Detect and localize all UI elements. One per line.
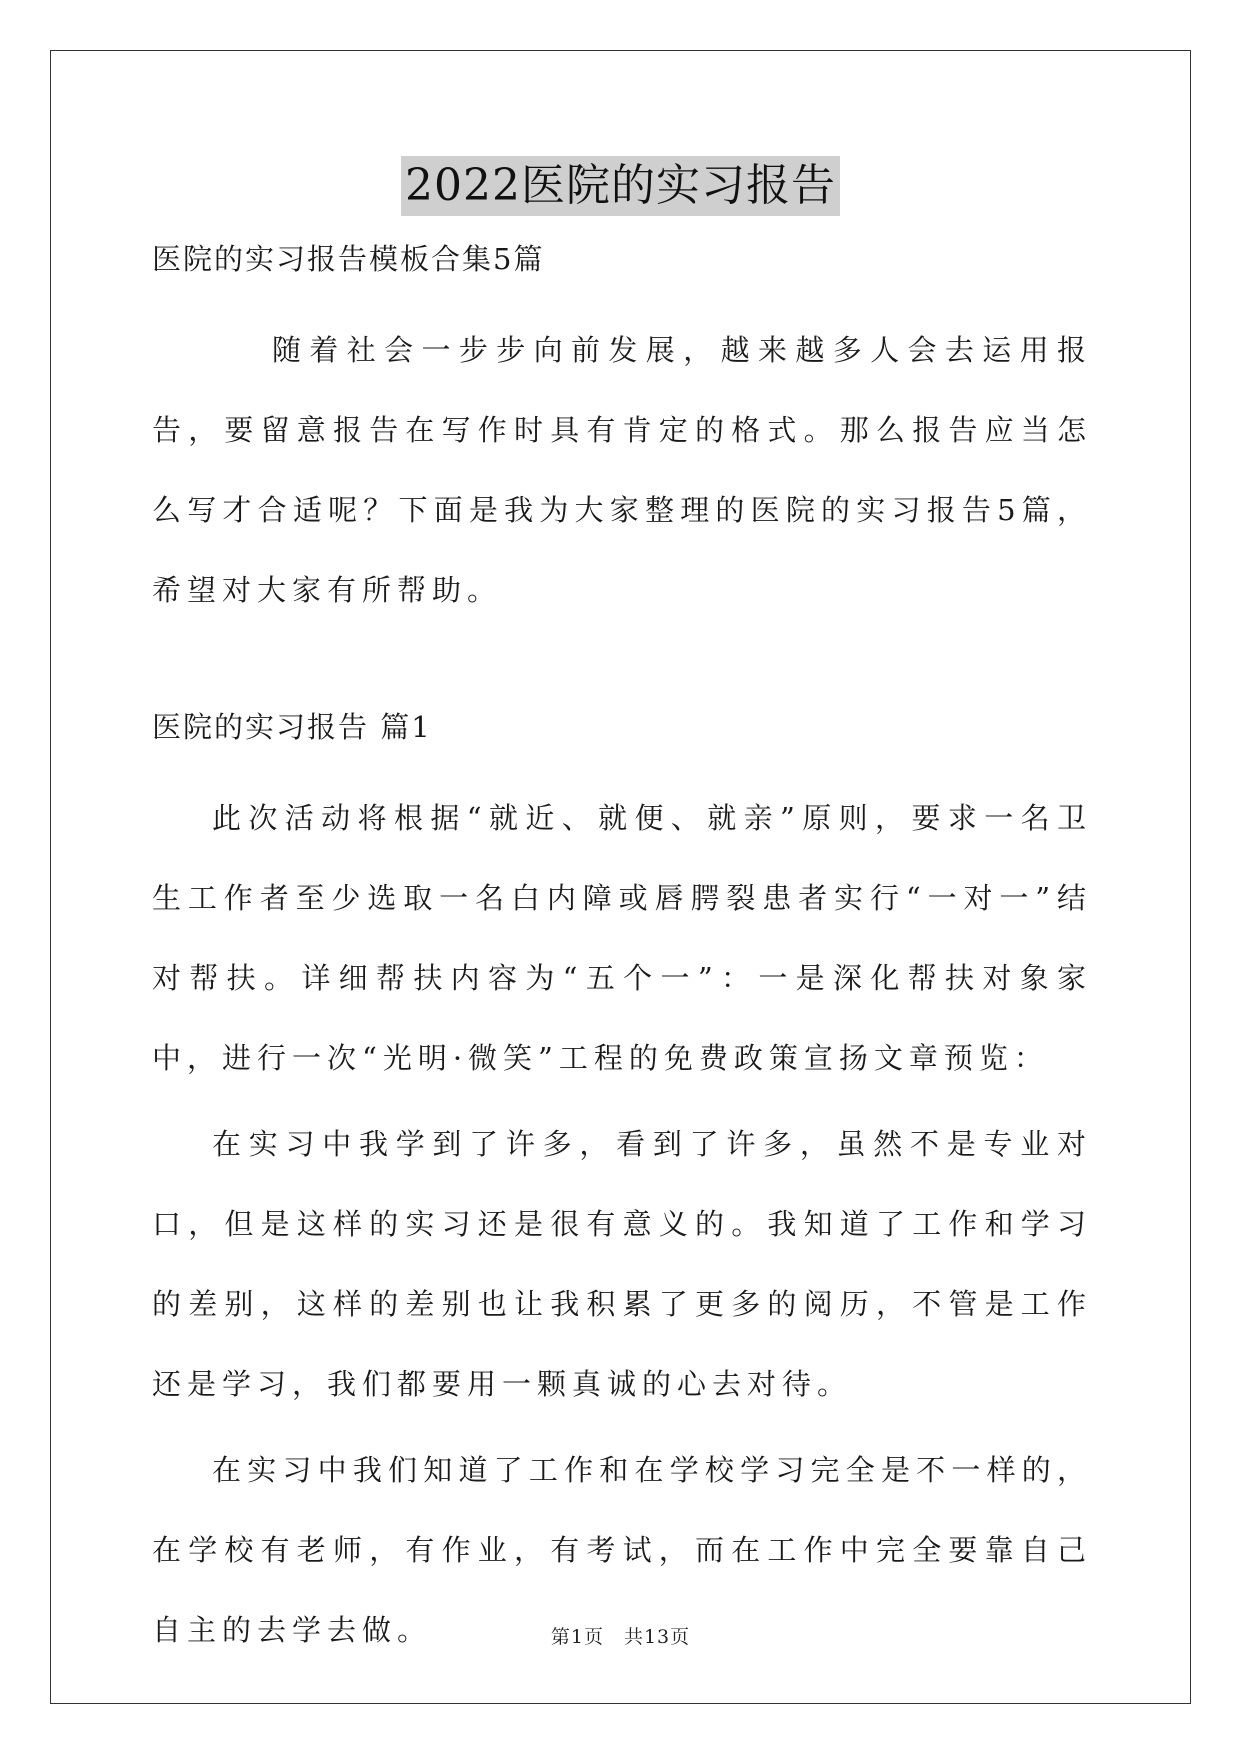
title-container xyxy=(0,156,1241,216)
page-number: 第1页 共13页 xyxy=(550,1626,691,1648)
body-paragraph-3: 在实习中我们知道了工作和在学校学习完全是不一样的，在学校有老师，有作业，有考试，而在工作中完全要靠自己自主的去学去做。 xyxy=(152,1453,1092,1647)
body-paragraph-1: 此次活动将根据“就近、就便、就亲”原则，要求一名卫生工作者至少选取一名白内障或唇腭裂患者实行“一对一”结对帮扶。详细帮扶内容为“五个一”：一是深化帮扶对象家中，进行一次“光明·微笑”工程的免费政策宣扬文章预览： xyxy=(152,801,1092,1075)
document-title: 2022医院的实习报告 xyxy=(401,156,840,216)
body-paragraph-2: 在实习中我学到了许多，看到了许多，虽然不是专业对口，但是这样的实习还是很有意义的。我知道了工作和学习的差别，这样的差别也让我积累了更多的阅历，不管是工作还是学习，我们都要用一颗真诚的心去对待。 xyxy=(152,1127,1092,1401)
intro-paragraph: 随着社会一步步向前发展，越来越多人会去运用报告，要留意报告在写作时具有肯定的格式。那么报告应当怎么写才合适呢？下面是我为大家整理的医院的实习报告5篇，希望对大家有所帮助。 xyxy=(152,333,1092,607)
spacer xyxy=(152,630,1092,700)
document-body xyxy=(152,232,1092,1670)
document-subtitle: 医院的实习报告模板合集5篇 xyxy=(152,242,545,276)
page-footer xyxy=(0,1622,1241,1649)
section-heading: 医院的实习报告 篇1 xyxy=(152,710,432,744)
